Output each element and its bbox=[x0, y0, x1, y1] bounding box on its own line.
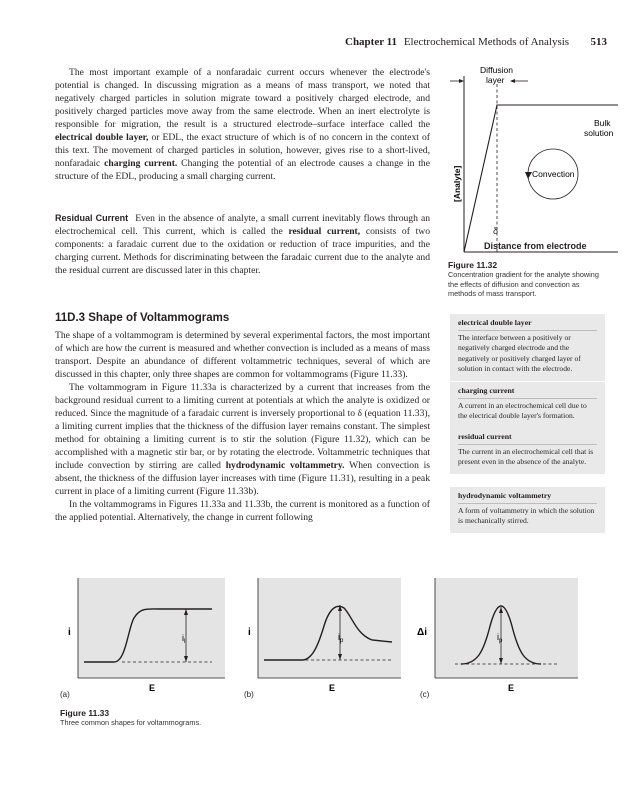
paragraph-residual-current bbox=[55, 212, 430, 277]
arrowhead bbox=[184, 656, 188, 662]
y-axis-label: i bbox=[68, 627, 71, 638]
diffusion-layer-label-line2: layer bbox=[486, 75, 505, 85]
glossary-electrical-double-layer bbox=[450, 314, 605, 381]
y-axis-label: Δi bbox=[417, 627, 427, 638]
section-title: Shape of Voltammograms bbox=[88, 312, 230, 324]
paragraph-text: The most important example of a nonfaradaic current occurs whenever the electrode's potential is changed. In discussing migration as a means of mass transport, we noted that negatively charged particles in solution migrate toward a positively charged electrode, and positively charged particles move away from the same electrode. When an inert electrolyte is responsible for migration, the result is a structured electrode–surface interface called the bbox=[55, 67, 430, 130]
convection-arrowhead bbox=[525, 172, 532, 179]
y-axis-label: i bbox=[248, 627, 251, 638]
paragraph-text: The voltammogram in Figure 11.33a is characterized by a current that increases from the background residual current to a limiting current at potentials at which the analyte is oxidized or reduced. Since the magnitude of a faradaic current is inversely proportional to δ (equation 11.33), a limiting current implies that the thickness of the diffusion layer remains constant. The simplest method for obtaining a limiting current is to stir the solution (Figure 11.32), which can be accomplished with a magnetic stir bar, or by rotating the electrode. Voltammetric techniques that include convection by stirring are called bbox=[55, 382, 430, 471]
panel-c-label: (c) bbox=[420, 690, 430, 699]
figure-11-32-caption bbox=[448, 260, 608, 299]
arrowhead bbox=[499, 607, 503, 613]
glossary-definition: A current in an electrochemical cell due to the electrical double layer's formation. bbox=[458, 400, 587, 420]
x-axis-label: E bbox=[508, 683, 515, 693]
bold-term: residual current, bbox=[288, 226, 361, 237]
bulk-solution-label-line2: solution bbox=[584, 128, 614, 138]
y-axis-label: [Analyte] bbox=[452, 165, 462, 202]
arrowhead bbox=[459, 79, 464, 83]
glossary-term: hydrodynamic voltammetry bbox=[458, 491, 597, 504]
paragraph-limiting-current bbox=[55, 381, 430, 498]
section-body bbox=[55, 329, 430, 524]
bold-term: electrical double layer, bbox=[55, 132, 149, 143]
glossary-term: residual current bbox=[458, 432, 597, 445]
figure-label: Figure 11.33 bbox=[60, 708, 110, 718]
diffusion-layer-label-line1: Diffusion bbox=[480, 65, 513, 75]
voltammogram-a bbox=[62, 578, 232, 703]
paragraph-text: Even in the absence of analyte, a small current inevitably flows through an electrochemical cell. This current, which is called the bbox=[55, 213, 431, 237]
paragraph-shape bbox=[55, 329, 430, 381]
chapter-label: Chapter 11 bbox=[345, 36, 398, 48]
paragraph-text: In the voltammograms in Figures 11.33a and 11.33b, the current is monitored as a function of the applied potential. Alternatively, the change in current following bbox=[55, 499, 430, 523]
x-axis-label: E bbox=[329, 683, 336, 693]
limiting-current-label: $i_l$ bbox=[182, 633, 186, 645]
delta-label: δ bbox=[493, 226, 499, 236]
running-header bbox=[345, 36, 607, 48]
paragraph-text: consists of two components: a faradaic current due to the oxidation or reduction of trace impurities, and the charging current. Methods for discriminating between the faradaic current due to the analyte and the residual current are discussed later in this chapter. bbox=[55, 226, 430, 276]
page-number: 513 bbox=[590, 36, 607, 48]
peak-curve bbox=[264, 606, 392, 660]
glossary-residual-current bbox=[450, 428, 605, 474]
bold-term: charging current. bbox=[104, 158, 178, 169]
bulk-solution-label-line1: Bulk bbox=[594, 118, 611, 128]
glossary-charging-current bbox=[450, 382, 605, 428]
glossary-term: charging current bbox=[458, 386, 597, 399]
bold-term: hydrodynamic voltammetry. bbox=[225, 460, 345, 471]
arrowhead bbox=[499, 658, 503, 664]
arrowhead bbox=[184, 609, 188, 615]
panel-b-label: (b) bbox=[244, 690, 254, 699]
panel-a-label: (a) bbox=[60, 690, 70, 699]
figure-caption-text: Concentration gradient for the analyte showing the effects of diffusion and convection as methods of mass transport. bbox=[448, 270, 599, 298]
figure-11-33-caption bbox=[60, 708, 360, 728]
voltammogram-c bbox=[415, 578, 585, 703]
figure-label: Figure 11.32 bbox=[448, 260, 498, 270]
paragraph-text: When convection is absent, the thickness of the diffusion layer increases with time (Figure 11.31), resulting in a peak current in place of a limiting current (Figure 11.33b). bbox=[55, 460, 431, 497]
paragraph-text: or EDL, the exact structure of which is of no concern in the context of this text. The movement of charged particles in solution, however, gives rise to a short-lived, nonfaradaic bbox=[55, 132, 430, 169]
run-in-heading: Residual Current bbox=[55, 213, 129, 223]
arrowhead bbox=[510, 79, 515, 83]
glossary-hydrodynamic-voltammetry bbox=[450, 487, 605, 533]
section-number: 11D.3 bbox=[55, 312, 86, 324]
paragraph-text: Changing the potential of an electrode causes a change in the structure of the EDL, producing a small charging current. bbox=[55, 158, 430, 182]
paragraph-text: The shape of a voltammogram is determined by several experimental factors, the most important of which are how the current is measured and whether convection is included as a means of mass transport. Despite an abundance of different voltammetric techniques, several of which are discussed in this chapter, only three shapes are common for voltammograms (Figure 11.33). bbox=[55, 330, 430, 380]
convection-label: Convection bbox=[532, 169, 575, 179]
x-axis-label: E bbox=[149, 683, 156, 693]
glossary-term: electrical double layer bbox=[458, 318, 597, 331]
x-axis-label: Distance from electrode bbox=[484, 241, 587, 251]
glossary-definition: A form of voltammetry in which the solution is mechanically stirred. bbox=[458, 505, 595, 525]
paragraph-applied-potential bbox=[55, 498, 430, 524]
peak-current-label: $i_p$ bbox=[497, 632, 503, 644]
section-heading bbox=[55, 312, 229, 324]
peak-current-label: $i_p$ bbox=[338, 632, 344, 644]
sigmoid-curve bbox=[84, 609, 212, 662]
chapter-title: Electrochemical Methods of Analysis bbox=[403, 36, 570, 48]
figure-caption-text: Three common shapes for voltammograms. bbox=[60, 718, 202, 727]
voltammogram-b bbox=[242, 578, 407, 703]
figure-11-32 bbox=[448, 62, 620, 258]
glossary-definition: The interface between a positively or negatively charged electrode and the negatively or positively charged layer of solution in contact with the electrode. bbox=[458, 332, 581, 373]
paragraph-edl bbox=[55, 66, 430, 183]
glossary-definition: The current in an electrochemical cell that is present even in the absence of the analyte. bbox=[458, 446, 594, 466]
arrowhead bbox=[338, 654, 342, 660]
